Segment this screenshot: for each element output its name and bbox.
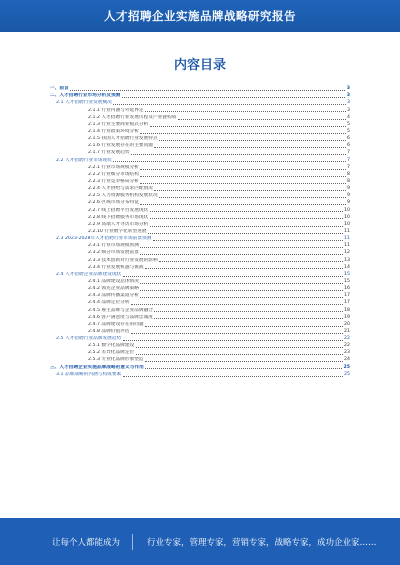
toc-entry[interactable] — [50, 335, 350, 342]
toc-leader-dots — [153, 240, 343, 241]
toc-entry-page: 20 — [344, 321, 350, 327]
toc-entry[interactable] — [50, 271, 350, 278]
toc-entry-title: 2.2.9 高端人才寻访市场分析 — [88, 221, 149, 227]
toc-entry-page: 11 — [344, 243, 350, 249]
footer-divider — [132, 534, 133, 550]
toc-entry[interactable] — [50, 363, 350, 370]
toc-entry-page: 14 — [344, 264, 350, 270]
toc-entry[interactable] — [50, 292, 350, 299]
toc-entry[interactable] — [50, 92, 350, 99]
toc-entry[interactable] — [50, 306, 350, 313]
toc-entry[interactable] — [50, 299, 350, 306]
toc-entry[interactable] — [50, 156, 350, 163]
toc-entry-page: 7 — [347, 157, 350, 163]
toc-leader-dots — [136, 347, 343, 348]
toc-entry-page: 22 — [344, 343, 350, 349]
toc-leader-dots — [154, 190, 345, 191]
toc-leader-dots — [145, 326, 342, 327]
toc-entry-page: 18 — [344, 307, 350, 313]
toc-leader-dots — [145, 361, 342, 362]
toc-entry[interactable] — [50, 142, 350, 149]
toc-entry-title: 2.5 人才招聘行业品牌发展趋势 — [56, 336, 122, 342]
toc-leader-dots — [145, 268, 342, 269]
toc-leader-dots — [131, 154, 345, 155]
toc-entry-page: 24 — [344, 357, 350, 363]
toc-entry-title: 2.1.3 行业主要商业模式分析 — [88, 121, 149, 127]
toc-leader-dots — [113, 104, 345, 105]
toc-entry-title: 2.2.8 线下招聘服务市场现状 — [88, 214, 149, 220]
footer-roles-text: 行业专家，管理专家，营销专家，战略专家，成功企业家…… — [147, 537, 377, 548]
toc-entry-title: 2.3.3 技术创新对行业发展的影响 — [88, 257, 158, 263]
toc-entry-page: 11 — [344, 236, 350, 242]
toc-entry-title: 2.3.4 行业发展机遇与挑战 — [88, 264, 144, 270]
toc-entry-page: 3 — [346, 86, 350, 92]
toc-entry[interactable] — [50, 235, 350, 242]
toc-entry-page: 9 — [347, 193, 350, 199]
footer-brand-text: 让每个人都能成为 — [52, 537, 121, 548]
toc-entry[interactable] — [50, 285, 350, 292]
toc-entry-title: 二、人才招聘行业市场分析及预测 — [50, 93, 121, 99]
toc-entry-title: 2.2.2 行业细分市场结构 — [88, 171, 139, 177]
toc-leader-dots — [140, 297, 342, 298]
toc-leader-dots — [154, 318, 342, 319]
toc-entry-title: 2.4.2 领先企业品牌策略 — [88, 286, 139, 292]
toc-entry-page: 6 — [347, 143, 350, 149]
toc-leader-dots — [154, 311, 342, 312]
toc-entry-page: 11 — [344, 228, 350, 234]
toc-entry-page: 23 — [344, 350, 350, 356]
toc-entry-title: 2.2.3 行业竞争格局分析 — [88, 178, 139, 184]
toc-entry[interactable] — [50, 264, 350, 271]
toc-entry-title: 2.4.7 品牌建设存在的问题 — [88, 321, 144, 327]
toc-entry-title: 2.2.6 区域市场分布特征 — [88, 200, 139, 206]
footer-banner — [0, 518, 400, 565]
toc-entry-title: 2.4.3 品牌传播渠道分析 — [88, 293, 139, 299]
toc-entry[interactable] — [50, 214, 350, 221]
toc-entry-page: 19 — [344, 314, 350, 320]
toc-entry-title: 三、人才招聘企业实施品牌战略的意义与作用 — [50, 364, 144, 370]
toc-leader-dots — [131, 333, 342, 334]
toc-entry-page: 3 — [347, 100, 350, 106]
toc-leader-dots — [150, 126, 346, 127]
toc-entry-page: 6 — [347, 136, 350, 142]
toc-entry-title: 2.1.4 行业政策环境分析 — [88, 128, 139, 134]
toc-leader-dots — [140, 290, 342, 291]
toc-entry[interactable] — [50, 256, 350, 263]
toc-leader-dots — [154, 147, 345, 148]
toc-entry-title: 2.5.3 专业化品牌形象塑造 — [88, 357, 144, 363]
toc-entry-title: 2.5.2 差异化品牌定位 — [88, 350, 135, 356]
toc-entry[interactable] — [50, 114, 350, 121]
toc-leader-dots — [150, 218, 343, 219]
toc-entry-page: 25 — [344, 371, 350, 377]
toc-entry-page: 15 — [344, 271, 350, 277]
toc-entry-page: 10 — [344, 207, 350, 213]
toc-entry-page: 22 — [344, 336, 350, 342]
toc-entry-title: 2.1.2 人才招聘行业发展历程及产业链构成 — [88, 114, 177, 120]
toc-leader-dots — [122, 97, 345, 98]
toc-entry[interactable] — [50, 192, 350, 199]
toc-entry-page: 17 — [344, 293, 350, 299]
toc-entry-page: 25 — [343, 364, 350, 370]
toc-entry[interactable] — [50, 121, 350, 128]
table-of-contents — [50, 85, 350, 505]
toc-leader-dots — [159, 140, 345, 141]
toc-entry-page: 7 — [347, 164, 350, 170]
toc-entry-page: 10 — [344, 221, 350, 227]
toc-entry[interactable] — [50, 85, 350, 92]
toc-leader-dots — [145, 368, 342, 369]
toc-entry[interactable] — [50, 278, 350, 285]
toc-leader-dots — [113, 161, 345, 162]
toc-entry-title: 一、前言 — [50, 86, 69, 92]
toc-leader-dots — [140, 254, 342, 255]
toc-entry[interactable] — [50, 242, 350, 249]
toc-entry-title: 2.3.1 行业市场规模预测 — [88, 243, 139, 249]
toc-entry-title: 2.1.5 我国人才招聘行业发展特点 — [88, 136, 158, 142]
toc-entry[interactable] — [50, 178, 350, 185]
toc-entry-page: 9 — [347, 186, 350, 192]
toc-entry-title: 2.2.1 行业市场规模分析 — [88, 164, 139, 170]
toc-leader-dots — [123, 340, 343, 341]
toc-entry[interactable] — [50, 221, 350, 228]
toc-entry-title: 2.3.2 细分市场发展前景 — [88, 250, 139, 256]
toc-entry[interactable] — [50, 228, 350, 235]
toc-entry-title: 2.1.1 行业内涵与外延界定 — [88, 107, 144, 113]
toc-entry-page: 10 — [344, 214, 350, 220]
toc-leader-dots — [131, 304, 342, 305]
toc-entry-page: 8 — [347, 178, 350, 184]
toc-entry[interactable] — [50, 199, 350, 206]
toc-entry[interactable] — [50, 371, 350, 378]
toc-leader-dots — [140, 183, 345, 184]
toc-entry-title: 2.4.5 雇主品牌与企业品牌融合 — [88, 307, 153, 313]
toc-leader-dots — [136, 354, 343, 355]
toc-entry-page: 8 — [347, 171, 350, 177]
toc-leader-dots — [140, 204, 345, 205]
report-title: 人才招聘企业实施品牌战略研究报告 — [104, 9, 296, 23]
toc-leader-dots — [140, 169, 345, 170]
toc-entry-page: 3 — [346, 93, 350, 99]
toc-entry-title: 2.4.4 品牌定位分析 — [88, 300, 130, 306]
toc-entry-title: 3.1 品牌战略的内涵与构成要素 — [56, 371, 122, 377]
toc-entry-page: 5 — [347, 121, 350, 127]
toc-entry-title: 2.1 人才招聘行业发展概况 — [56, 100, 112, 106]
toc-leader-dots — [159, 197, 345, 198]
toc-entry-title: 2.2 人才招聘行业市场现状 — [56, 157, 112, 163]
toc-entry-title: 2.4.6 客户满意度与品牌忠诚度 — [88, 314, 153, 320]
toc-entry[interactable] — [50, 349, 350, 356]
toc-leader-dots — [148, 233, 342, 234]
toc-entry[interactable] — [50, 321, 350, 328]
toc-leader-dots — [123, 276, 343, 277]
toc-entry-title: 2.3 2023-2028年人才招聘行业市场前景预测 — [56, 236, 152, 242]
toc-entry-page: 15 — [344, 278, 350, 284]
toc-entry[interactable] — [50, 106, 350, 113]
toc-leader-dots — [159, 261, 342, 262]
toc-leader-dots — [70, 90, 345, 91]
toc-leader-dots — [140, 247, 342, 248]
toc-heading: 内容目录 — [173, 58, 226, 73]
toc-entry-title: 2.2.4 人才供给与需求匹配情况 — [88, 186, 153, 192]
toc-entry[interactable] — [50, 185, 350, 192]
toc-entry[interactable] — [50, 342, 350, 349]
toc-entry[interactable] — [50, 149, 350, 156]
toc-entry[interactable] — [50, 128, 350, 135]
toc-leader-dots — [178, 119, 346, 120]
toc-entry-page: 4 — [347, 114, 350, 120]
toc-entry[interactable] — [50, 314, 350, 321]
toc-entry[interactable] — [50, 164, 350, 171]
toc-leader-dots — [150, 226, 343, 227]
toc-entry-title: 2.4 人才招聘企业品牌建设现状 — [56, 271, 122, 277]
toc-entry-title: 2.4.1 品牌建设总体情况 — [88, 278, 139, 284]
toc-entry-title: 2.2.7 线上招聘平台发展现状 — [88, 207, 149, 213]
toc-entry[interactable] — [50, 356, 350, 363]
toc-entry-page: 12 — [344, 250, 350, 256]
toc-leader-dots — [140, 176, 345, 177]
toc-entry-title: 2.2.10 行业数字化转型进展 — [88, 228, 147, 234]
toc-leader-dots — [145, 111, 345, 112]
toc-entry[interactable] — [50, 206, 350, 213]
toc-entry-title: 2.2.5 人力资源服务机构发展状况 — [88, 193, 158, 199]
toc-entry[interactable] — [50, 171, 350, 178]
toc-leader-dots — [150, 211, 343, 212]
toc-entry-page: 3 — [347, 107, 350, 113]
toc-leader-dots — [123, 376, 343, 377]
toc-entry[interactable] — [50, 135, 350, 142]
toc-entry[interactable] — [50, 249, 350, 256]
toc-entry-page: 21 — [344, 328, 350, 334]
toc-entry-page: 7 — [347, 150, 350, 156]
toc-leader-dots — [140, 133, 345, 134]
toc-entry[interactable] — [50, 99, 350, 106]
toc-leader-dots — [140, 283, 342, 284]
toc-entry-title: 2.4.8 品牌价值评估 — [88, 328, 130, 334]
header-bar — [0, 0, 400, 32]
toc-entry-title: 2.1.7 行业发展趋势 — [88, 150, 130, 156]
toc-entry-page: 16 — [344, 286, 350, 292]
toc-entry-page: 5 — [347, 128, 350, 134]
toc-entry-title: 2.1.6 行业发展存在的主要问题 — [88, 143, 153, 149]
toc-entry-title: 2.5.1 数字化品牌建设 — [88, 343, 135, 349]
toc-entry-page: 13 — [344, 257, 350, 263]
toc-entry[interactable] — [50, 328, 350, 335]
toc-entry-page: 9 — [347, 200, 350, 206]
toc-entry-page: 17 — [344, 300, 350, 306]
